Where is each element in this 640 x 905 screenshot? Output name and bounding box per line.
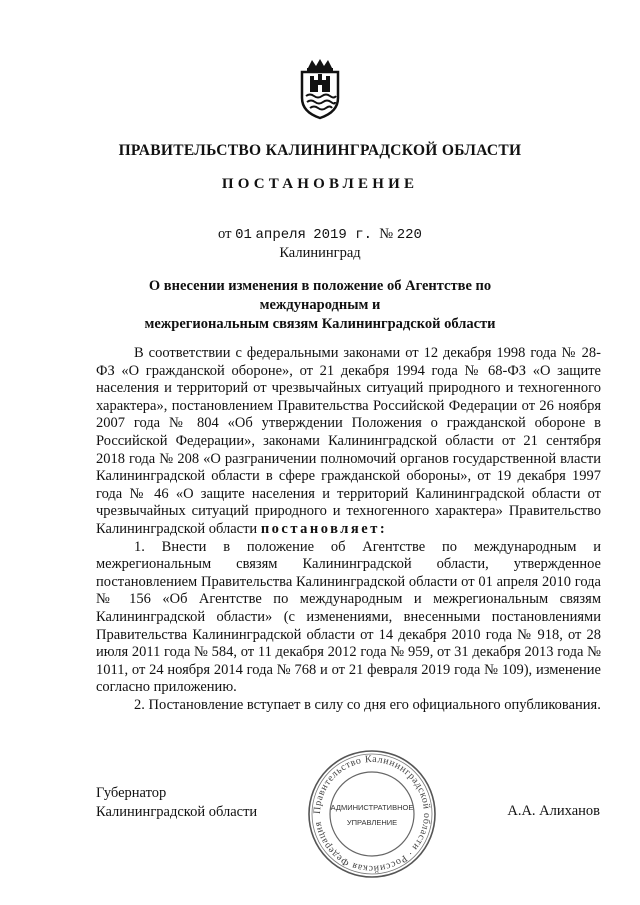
organization-title: ПРАВИТЕЛЬСТВО КАЛИНИНГРАДСКОЙ ОБЛАСТИ	[118, 142, 522, 159]
subject-line-2: межрегиональным связям Калининградской области	[144, 316, 496, 332]
preamble-text: В соответствии с федеральными законами от 12 декабря 1998 года № 28-ФЗ «О гражданской обороне», от 21 декабря 1994 года № 68-ФЗ «О защите населения и территорий от чрезвычайных ситуаций природного и техногенного характера», постановлением Правительства Российской Федерации от 26 ноября 2007 года № 804 «Об утверждении Положения о гражданской обороне в Российской Федерации», законами Калининградской области от 21 сентября 2018 года № 208 «О разграничении полномочий органов государственной власти Калининградской области в сфере гражданской обороны», от 19 декабря 1997 года № 46 «О защите населения и территорий Калининградской области от чрезвычайных ситуаций природного и техногенного характера» Правительство Калининградской области	[96, 345, 601, 537]
paragraph-item-2: 2. Постановление вступает в силу со дня его официального опубликования.	[134, 696, 601, 713]
document-date-number	[0, 226, 640, 243]
seal-ring-text: Правительство Калининградской области · Российская Федерация	[311, 753, 433, 875]
paragraph-preamble	[96, 345, 601, 539]
coat-of-arms-icon	[296, 58, 344, 120]
decree-word: постановляет	[260, 520, 380, 537]
official-seal	[306, 748, 438, 880]
signer-title	[96, 784, 257, 822]
seal-center-line-2: УПРАВЛЕНИЕ	[346, 818, 398, 827]
signer-title-line-1: Губернатор	[96, 785, 167, 801]
date-year: 2019 г.	[313, 227, 372, 243]
date-day: 01	[235, 227, 252, 243]
document-subject	[100, 277, 540, 334]
signer-name: А.А. Алиханов	[507, 803, 600, 819]
subject-line-1: О внесении изменения в положение об Агентстве по международным и	[148, 278, 492, 313]
document-body	[96, 345, 601, 714]
date-prefix: от	[218, 226, 232, 242]
paragraph-item-1: 1. Внести в положение об Агентстве по международным и межрегиональным связям Калининградской области, утвержденное постановлением Правительства Калининградской области от 01 апреля 2010 года № 156 «Об Агентстве по международным и межрегиональным связям Калининградской области» (с изменениями, внесенными постановлениями Правительства Калининградской области от 14 декабря 2010 года № 918, от 28 июля 2011 года № 584, от 11 декабря 2012 года № 959, от 31 декабря 2013 года № 1011, от 24 ноября 2014 года № 768 и от 21 февраля 2019 года № 109), изменение согласно приложению.	[96, 538, 601, 696]
document-type: ПОСТАНОВЛЕНИЕ	[221, 176, 419, 192]
signer-title-line-2: Калининградской области	[96, 804, 258, 820]
city: Калининград	[279, 245, 361, 261]
seal-center-line-1: АДМИНИСТРАТИВНОЕ	[330, 803, 414, 812]
number-value: 220	[396, 227, 422, 243]
date-month: апреля	[255, 227, 306, 243]
decree-colon: :	[379, 520, 385, 537]
number-label: №	[379, 226, 394, 242]
